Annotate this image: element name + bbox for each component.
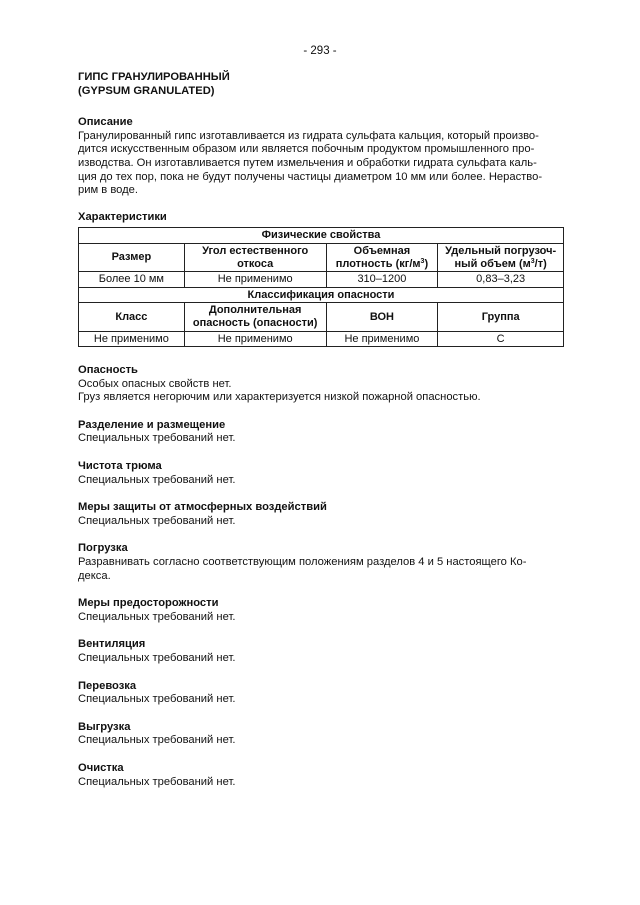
precautions-section xyxy=(78,597,564,624)
discharge-section xyxy=(78,721,564,748)
description-line: ция до тех пор, пока не будут получены частицы диаметром 10 мм или более. Нераство- xyxy=(78,170,543,183)
table-row xyxy=(79,331,564,347)
section-line: Специальных требований нет. xyxy=(78,652,236,664)
header-angle: Угол естественного откоса xyxy=(184,243,326,271)
value-group: С xyxy=(438,331,564,347)
header-additional-hazard: Дополнительная опасность (опасности) xyxy=(184,303,326,331)
description-line: дится искусственным образом или является побочным продуктом промышленного про- xyxy=(78,143,535,156)
loading-text xyxy=(78,556,564,583)
table-row xyxy=(79,228,564,244)
section-line: Особых опасных свойств нет. xyxy=(78,377,232,390)
hold-cleanliness-section xyxy=(78,460,564,487)
characteristics-table xyxy=(78,227,564,347)
document-body xyxy=(78,71,564,789)
section-line: Специальных требований нет. xyxy=(78,693,236,706)
description-text xyxy=(78,130,564,198)
section-line: Специальных требований нет. xyxy=(78,473,236,486)
section-line: Разравнивать согласно соответствующим положениям разделов 4 и 5 настоящего Ко- xyxy=(78,556,527,569)
header-class: Класс xyxy=(79,303,185,331)
hazard-classification-title: Классификация опасности xyxy=(79,287,564,303)
header-density: Объемная плотность $(кг/м^3)$ xyxy=(326,243,438,271)
section-heading: Погрузка xyxy=(78,542,128,555)
title-ru: ГИПС ГРАНУЛИРОВАННЫЙ xyxy=(78,71,230,83)
table-row xyxy=(79,272,564,288)
weather-precautions-section xyxy=(78,501,564,528)
segregation-section xyxy=(78,419,564,446)
value-size: Более 10 мм xyxy=(79,272,185,288)
value-additional-hazard: Не применимо xyxy=(184,331,326,347)
section-heading: Вентиляция xyxy=(78,638,146,651)
page-number: - 293 - xyxy=(303,45,337,57)
header-stowage-factor: Удельный погрузоч- ный объем $(м^3/т)$ xyxy=(438,243,564,271)
section-heading: Перевозка xyxy=(78,679,137,692)
value-stowage-factor: 0,83–3,23 xyxy=(438,272,564,288)
description-line: Гранулированный гипс изготавливается из гидрата сульфата кальция, который произво- xyxy=(78,129,539,142)
loading-section xyxy=(78,542,564,583)
table-row xyxy=(79,287,564,303)
value-angle: Не применимо xyxy=(184,272,326,288)
section-heading: Выгрузка xyxy=(78,720,131,733)
section-heading: Чистота трюма xyxy=(78,460,162,473)
ventilation-section xyxy=(78,638,564,665)
title-en: (GYPSUM GRANULATED) xyxy=(78,84,215,97)
characteristics-heading: Характеристики xyxy=(78,210,167,223)
section-line: Специальных требований нет. xyxy=(78,610,236,623)
section-line: Специальных требований нет. xyxy=(78,775,236,788)
characteristics-section xyxy=(78,211,564,347)
section-heading: Меры предосторожности xyxy=(78,597,219,610)
section-heading: Меры защиты от атмосферных воздействий xyxy=(78,501,327,514)
description-section xyxy=(78,116,564,198)
header-von: ВОН xyxy=(326,303,438,331)
header-size: Размер xyxy=(79,243,185,271)
description-line: рим в воде. xyxy=(78,184,138,197)
value-von: Не применимо xyxy=(326,331,438,347)
section-line: Специальных требований нет. xyxy=(78,734,236,747)
section-line: Груз является негорючим или характеризуется низкой пожарной опасностью. xyxy=(78,391,481,404)
section-heading: Разделение и размещение xyxy=(78,418,226,431)
section-line: Специальных требований нет. xyxy=(78,432,236,445)
carriage-section xyxy=(78,680,564,707)
section-line: Специальных требований нет. xyxy=(78,514,236,527)
value-class: Не применимо xyxy=(79,331,185,347)
table-row xyxy=(79,303,564,331)
header-group: Группа xyxy=(438,303,564,331)
section-heading: Опасность xyxy=(78,364,138,377)
value-density: 310–1200 xyxy=(326,272,438,288)
clean-up-section xyxy=(78,762,564,789)
description-line: изводства. Он изготавливается путем измельчения и обработки гидрата сульфата каль- xyxy=(78,156,537,169)
physical-properties-title: Физические свойства xyxy=(79,228,564,244)
section-heading: Очистка xyxy=(78,761,124,774)
hazard-section xyxy=(78,364,564,405)
table-row xyxy=(79,243,564,271)
description-heading: Описание xyxy=(78,116,133,129)
section-line: декса. xyxy=(78,569,111,582)
